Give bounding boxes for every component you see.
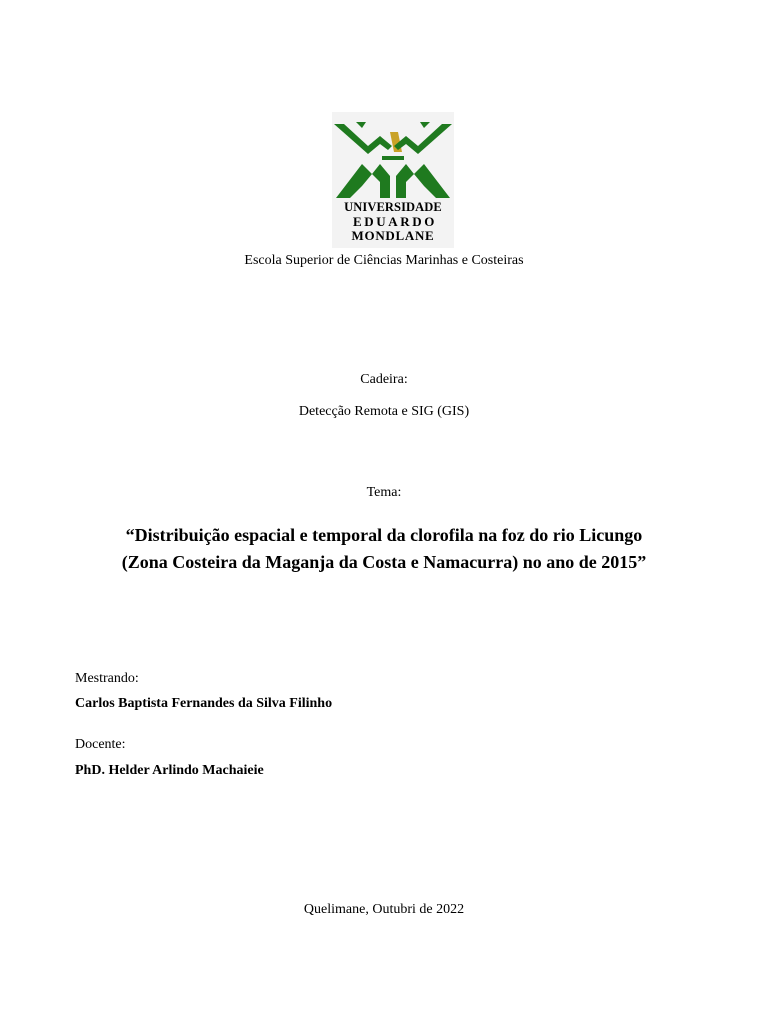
thesis-title xyxy=(40,522,728,576)
docente-label: Docente: xyxy=(75,737,126,752)
thesis-title-line-1: “Distribuição espacial e temporal da clorofila na foz do rio Licungo xyxy=(125,525,643,545)
cadeira-label: Cadeira: xyxy=(360,372,408,387)
cadeira-value: Detecção Remota e SIG (GIS) xyxy=(298,404,470,419)
mestrando-label: Mestrando: xyxy=(75,671,139,686)
logo-line-2: EDUARDO xyxy=(353,214,437,229)
logo-emblem-icon xyxy=(332,112,454,202)
place-date: Quelimane, Outubri de 2022 xyxy=(303,902,465,917)
docente-name: PhD. Helder Arlindo Machaieie xyxy=(75,763,264,778)
logo-line-3: MONDLANE xyxy=(351,228,435,243)
tema-label: Tema: xyxy=(366,485,402,500)
university-logo xyxy=(332,112,454,248)
mestrando-name: Carlos Baptista Fernandes da Silva Filinho xyxy=(75,696,333,711)
thesis-title-line-2: (Zona Costeira da Maganja da Costa e Namacurra) no ano de 2015” xyxy=(121,552,647,572)
school-name: Escola Superior de Ciências Marinhas e Costeiras xyxy=(244,253,524,268)
logo-line-1: UNIVERSIDADE xyxy=(344,200,442,214)
